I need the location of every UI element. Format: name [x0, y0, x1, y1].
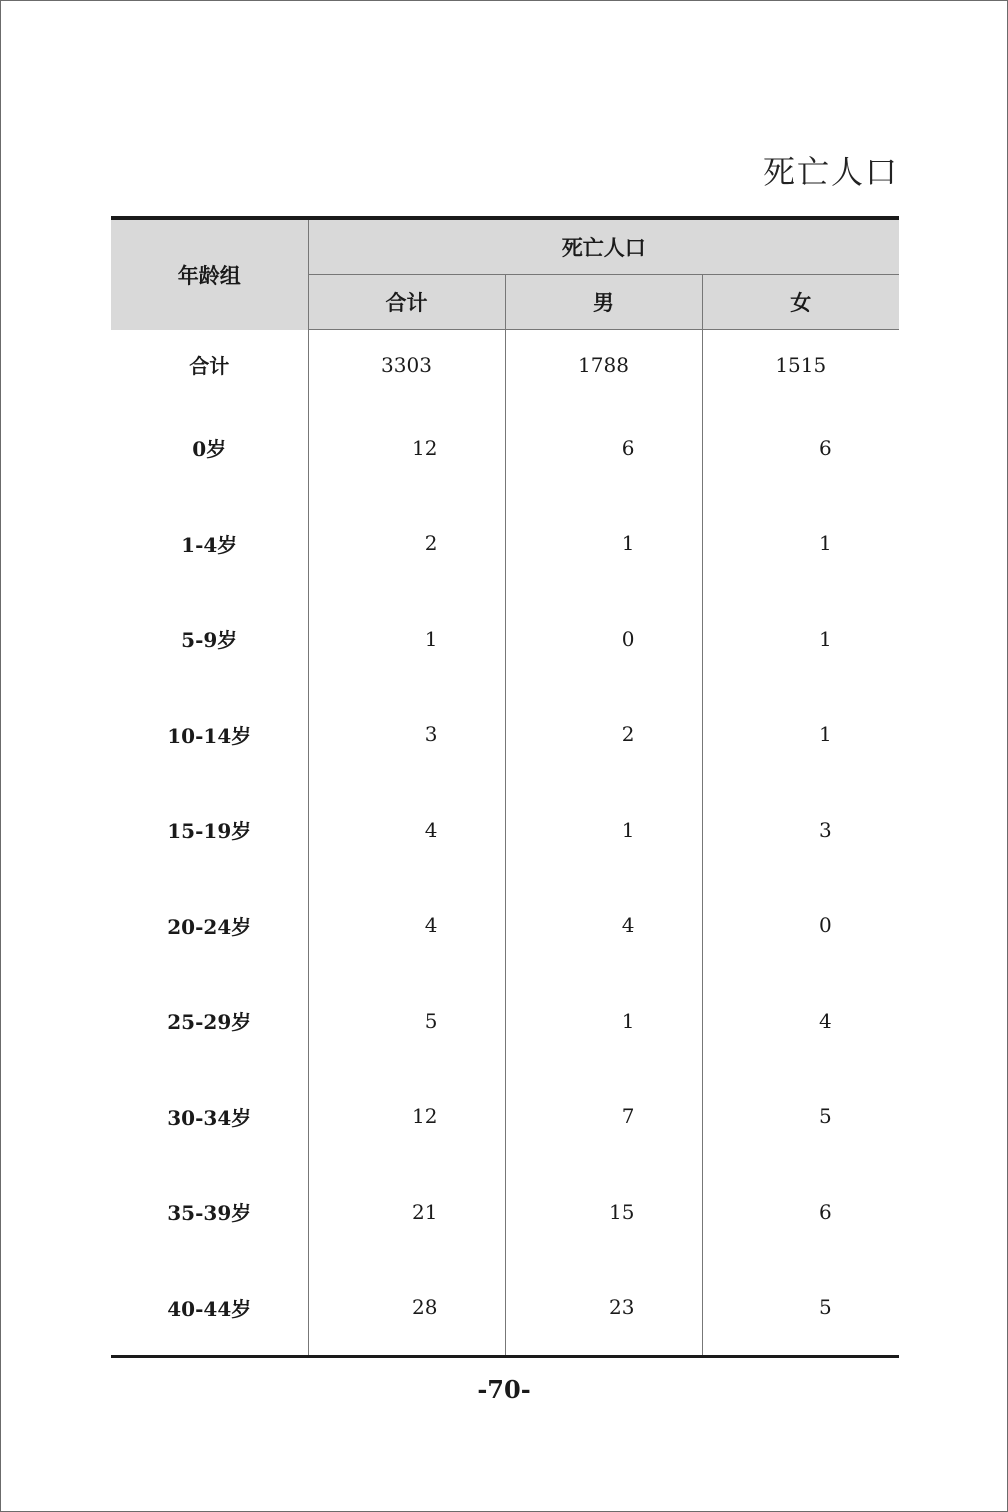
- age-group-cell: 20-24岁: [111, 878, 308, 974]
- table-row: [111, 1069, 899, 1165]
- total-value: 28: [412, 1295, 438, 1320]
- death-population-header: 死亡人口: [308, 218, 899, 275]
- male-value: 1: [621, 817, 635, 842]
- total-value-cell: [308, 330, 505, 401]
- table-body: [111, 330, 899, 1357]
- female-value-cell: [702, 591, 899, 687]
- female-value: 0: [819, 913, 832, 938]
- male-value-cell: [505, 687, 702, 783]
- table-row: [111, 400, 899, 496]
- male-value-cell: [505, 1260, 702, 1357]
- death-population-table: [111, 216, 899, 1358]
- total-value-cell: [308, 687, 505, 783]
- female-value-cell: [702, 496, 899, 592]
- male-value-cell: [505, 330, 702, 401]
- table-row: [111, 1260, 899, 1357]
- female-value-cell: [702, 400, 899, 496]
- total-value: 3303: [381, 353, 432, 377]
- table-row: [111, 330, 899, 401]
- male-value-cell: [505, 400, 702, 496]
- female-value: 1515: [775, 353, 827, 377]
- total-value-cell: [308, 1069, 505, 1165]
- male-value: 6: [621, 435, 635, 460]
- male-value: 1788: [578, 353, 629, 377]
- total-value-cell: [308, 1164, 505, 1260]
- age-group-header: 年龄组: [111, 218, 308, 330]
- total-value: 21: [412, 1199, 438, 1224]
- male-value-cell: [505, 1069, 702, 1165]
- male-value-cell: [505, 973, 702, 1069]
- age-group-cell: 25-29岁: [111, 973, 308, 1069]
- total-value: 4: [424, 913, 438, 938]
- total-value-cell: [308, 878, 505, 974]
- male-value: 2: [621, 722, 635, 747]
- male-value-cell: [505, 1164, 702, 1260]
- female-value-cell: [702, 1260, 899, 1357]
- female-value: 1: [819, 722, 832, 747]
- total-value: 3: [424, 722, 438, 747]
- age-group-cell: 1-4岁: [111, 496, 308, 592]
- total-value: 1: [424, 626, 438, 651]
- male-value: 4: [621, 913, 635, 938]
- male-value: 15: [609, 1199, 635, 1224]
- female-value-cell: [702, 1069, 899, 1165]
- female-value-cell: [702, 782, 899, 878]
- male-value: 7: [621, 1104, 635, 1129]
- total-value-cell: [308, 496, 505, 592]
- table-row: [111, 687, 899, 783]
- total-value: 12: [412, 1104, 438, 1129]
- male-value-cell: [505, 878, 702, 974]
- male-value-cell: [505, 782, 702, 878]
- age-group-cell: 0岁: [111, 400, 308, 496]
- table-row: [111, 878, 899, 974]
- female-value: 6: [819, 435, 832, 460]
- female-value: 6: [819, 1199, 832, 1224]
- male-value: 23: [609, 1295, 635, 1320]
- total-value: 4: [424, 817, 438, 842]
- total-value: 2: [424, 531, 438, 556]
- age-group-cell: 30-34岁: [111, 1069, 308, 1165]
- female-value: 1: [819, 626, 832, 651]
- total-column-header: 合计: [308, 275, 505, 330]
- total-value-cell: [308, 400, 505, 496]
- page-title: 死亡人口: [762, 153, 899, 191]
- female-value: 5: [819, 1104, 832, 1129]
- age-group-cell: 合计: [111, 330, 308, 401]
- female-value-cell: [702, 973, 899, 1069]
- female-value: 1: [819, 531, 832, 556]
- female-value: 3: [819, 817, 832, 842]
- male-column-header: 男: [505, 275, 702, 330]
- female-column-header: 女: [702, 275, 899, 330]
- male-value: 1: [621, 1008, 635, 1033]
- total-value-cell: [308, 782, 505, 878]
- male-value: 0: [621, 626, 635, 651]
- male-value: 1: [621, 531, 635, 556]
- female-value-cell: [702, 1164, 899, 1260]
- male-value-cell: [505, 591, 702, 687]
- age-group-cell: 15-19岁: [111, 782, 308, 878]
- table-row: [111, 973, 899, 1069]
- age-group-cell: 10-14岁: [111, 687, 308, 783]
- female-value-cell: [702, 878, 899, 974]
- male-value-cell: [505, 496, 702, 592]
- total-value-cell: [308, 591, 505, 687]
- page-number: -70-: [477, 1375, 531, 1404]
- female-value-cell: [702, 330, 899, 401]
- age-group-cell: 35-39岁: [111, 1164, 308, 1260]
- total-value-cell: [308, 973, 505, 1069]
- table-row: [111, 782, 899, 878]
- total-value-cell: [308, 1260, 505, 1357]
- female-value-cell: [702, 687, 899, 783]
- female-value: 4: [819, 1008, 832, 1033]
- female-value: 5: [819, 1295, 832, 1320]
- total-value: 12: [412, 435, 438, 460]
- age-group-cell: 40-44岁: [111, 1260, 308, 1357]
- table-row: [111, 1164, 899, 1260]
- age-group-cell: 5-9岁: [111, 591, 308, 687]
- table-row: [111, 591, 899, 687]
- total-value: 5: [424, 1008, 438, 1033]
- table-row: [111, 496, 899, 592]
